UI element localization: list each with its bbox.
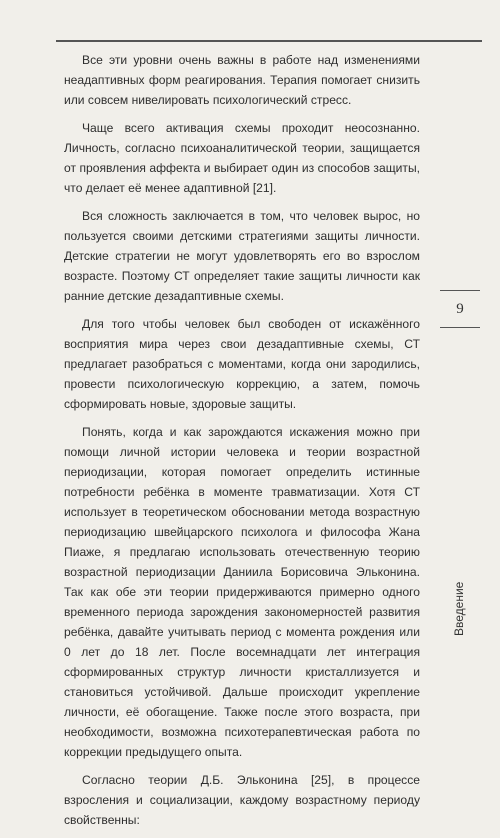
- paragraph-2: Чаще всего активация схемы проходит неосознанно. Личность, согласно психоаналитической теории, защищается от проявления аффекта и выбирает один из способов защиты, что делает её менее адаптивной [21].: [64, 121, 420, 195]
- paragraph-5: Понять, когда и как зарождаются искажения можно при помощи личной истории человека и теории возрастной периодизации, которая помогает определить истинные потребности ребёнка в моменте травматизации. Хотя СТ использует в теоретическом обосновании метода возрастную периодизацию швейцарского психолога и философа Жана Пиаже, я предлагаю использовать отечественную теорию возрастной периодизации Даниила Борисовича Эльконина. Так как обе эти теории придерживаются примерно одного временного периода зарождения закономерностей развития ребёнка, давайте учитывать период с момента рождения или 0 лет до 18 лет. После восемнадцати лет интеграция сформированных структур личности кристаллизуется и становиться устойчивой. Дальше происходит укрепление личности, её обогащение. Также после этого возраста, при необходимости, возможна психотерапевтическая работа по коррекции предыдущего опыта.: [64, 425, 420, 759]
- paragraph-6: Согласно теории Д.Б. Эльконина [25], в процессе взросления и социализации, каждому возрастному периоду свойственны:: [64, 773, 420, 827]
- running-head: Введение: [452, 581, 466, 636]
- paragraph-3: Вся сложность заключается в том, что человек вырос, но пользуется своими детскими стратегиями защиты личности. Детские стратегии не могут удовлетворять его во взрослом возрасте. Поэтому СТ определяет такие защиты личности как ранние детские дезадаптивные схемы.: [64, 209, 420, 303]
- page-number-block: [440, 290, 480, 328]
- paragraph-1: Все эти уровни очень важны в работе над изменениями неадаптивных форм реагирования. Терапия помогает снизить или совсем нивелировать психологический стресс.: [64, 53, 420, 107]
- page-number: 9: [456, 301, 464, 317]
- top-rule: [56, 40, 482, 42]
- paragraph-4: Для того чтобы человек был свободен от искажённого восприятия мира через свои дезадаптивные схемы, СТ предлагает разобраться с моментами, когда они зародились, провести психологическую коррекцию, а затем, помочь сформировать новые, здоровые защиты.: [64, 317, 420, 411]
- body-text: [64, 50, 420, 838]
- page-number-rule-bottom: [440, 327, 480, 328]
